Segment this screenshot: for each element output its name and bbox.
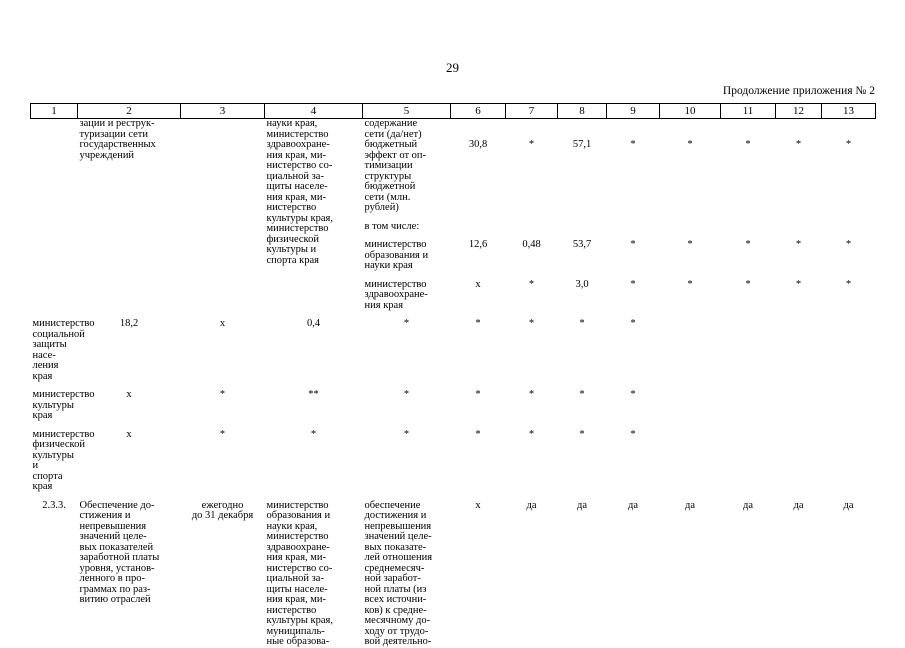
column-header-7: 7 [506,104,558,119]
spacer-cell [31,422,660,430]
deadline-cell: ежегодно до 31 декабря [191,499,254,521]
column-header-1: 1 [31,104,78,119]
value-cell: * [475,389,481,400]
column-header-11: 11 [721,104,776,119]
indicator-cell: министерство культуры края [32,389,95,421]
value-cell [607,119,660,141]
row-spacer [31,382,876,390]
value-cell: да [843,499,854,511]
value-cell [558,119,607,141]
value-cell: да [684,499,695,511]
value-cell: * [219,389,226,400]
spacer-cell [363,214,876,222]
value-cell [822,119,876,141]
value-cell: ** [308,389,319,400]
value-cell: x [219,318,226,329]
executors-cell: науки края, министерство здравоохране- ния края, ми- нистерство со- циальной за- щиты населе- ния края, ми- нистерство культуры края, министерство физической культуры и спорта края [266,118,333,266]
value-cell: 0,48 [522,239,541,250]
value-cell [776,119,822,141]
value-cell: * [630,318,636,329]
value-cell: x [126,389,132,400]
value-cell: * [403,428,410,440]
value-cell [721,222,776,233]
value-cell [660,222,721,233]
value-cell: * [687,278,693,290]
indicator-cell: министерство образования и науки края [364,239,429,271]
column-header-12: 12 [776,104,822,119]
value-cell: * [579,389,585,400]
event-description-cell: зации и реструк- туризации сети государственных учреждений [79,118,156,161]
column-header-5: 5 [363,104,451,119]
deadline-cell [181,119,265,312]
value-cell: * [475,428,481,440]
value-cell: * [745,239,751,250]
column-header-13: 13 [822,104,876,119]
value-cell [822,222,876,233]
value-cell: * [845,278,852,290]
indicator-cell: содержание сети (да/нет) [364,118,422,140]
row-spacer [31,422,876,430]
main-table [30,103,876,648]
value-cell: * [310,428,317,440]
value-cell [660,119,721,141]
indicator-cell: бюджетный эффект от оп- тимизации структуры бюджетной сети (млн. рублей) [364,139,427,213]
value-cell: * [630,428,636,440]
value-cell: 30,8 [468,139,488,150]
page-number: 29 [446,60,459,75]
value-cell: * [475,318,481,329]
value-cell: да [742,499,753,511]
value-cell [558,222,607,233]
row-number-cell: 2.3.3. [42,499,66,511]
value-cell [721,119,776,141]
value-cell: * [630,389,636,400]
value-cell: * [630,239,636,250]
value-cell: да [526,499,537,511]
column-header-2: 2 [78,104,181,119]
column-header-9: 9 [607,104,660,119]
value-cell: * [795,278,802,290]
value-cell: 18,2 [119,318,139,329]
indicator-cell: министерство физической культуры и спорта края [32,428,95,492]
table-row [31,319,876,382]
value-cell: * [630,278,636,290]
value-cell: 3,0 [575,278,589,290]
indicator-cell: в том числе: [364,220,420,232]
value-cell: * [845,139,852,150]
value-cell: * [687,239,693,250]
value-cell: * [403,389,410,400]
indicator-cell: министерство здравоохране- ния края [364,278,428,311]
value-cell: * [795,239,802,250]
row-number-cell [31,119,78,312]
continuation-label: Продолжение приложения № 2 [722,85,875,97]
column-header-3: 3 [181,104,265,119]
value-cell: * [528,428,535,440]
value-cell: да [576,499,587,511]
value-cell: * [403,318,410,329]
indicator-cell: министерство социальной защиты насе- ления края [32,318,95,382]
value-cell: * [528,389,535,400]
value-cell: x [126,428,132,440]
value-cell [451,119,506,141]
header-row [31,104,876,119]
value-cell: * [528,278,535,290]
value-cell: * [528,139,535,150]
value-cell: * [579,318,585,329]
row-spacer [31,311,876,319]
value-cell [506,222,558,233]
value-cell: 0,4 [306,318,321,329]
column-header-10: 10 [660,104,721,119]
value-cell: 57,1 [572,139,592,150]
value-cell: * [630,139,636,150]
value-cell: * [745,139,751,150]
indicator-cell: обеспечение достижения и непревышения значений целе- вых показате- лей отношения среднемесяч- ной заработ- ной платы (из всех источни- ков) к средне- месячному до- ходу от трудо- вой деятельно- [364,499,433,647]
value-cell: * [845,239,852,250]
value-cell [506,119,558,141]
value-cell: x [475,499,481,511]
executors-cell: министерство образования и науки края, министерство здравоохране- ния края, ми- нистерство со- циальной за- щиты населе- ния края, ми- нистерство культуры края, муниципаль- ные образова- [266,499,333,647]
value-cell: * [687,139,693,150]
table-row [31,430,876,493]
value-cell: 12,6 [468,239,488,250]
value-cell: * [528,318,535,329]
event-description-cell: Обеспечение до- стижения и непревышения значений целе- вых показателей заработной платы уровня, установ- ленного в про- граммах по раз- витию отраслей [79,499,160,605]
value-cell: * [795,139,802,150]
value-cell: * [579,428,585,440]
value-cell: x [475,278,481,290]
column-header-8: 8 [558,104,607,119]
value-cell [451,222,506,233]
value-cell: да [627,499,638,511]
value-cell: * [745,278,751,290]
table-row [31,119,876,141]
table-row [31,390,876,422]
spacer-cell [31,382,660,390]
value-cell: * [219,428,226,440]
column-header-6: 6 [451,104,506,119]
value-cell: 53,7 [572,239,592,250]
value-cell: да [793,499,804,511]
table-row [31,501,876,648]
column-header-4: 4 [265,104,363,119]
value-cell [607,222,660,233]
value-cell [776,222,822,233]
